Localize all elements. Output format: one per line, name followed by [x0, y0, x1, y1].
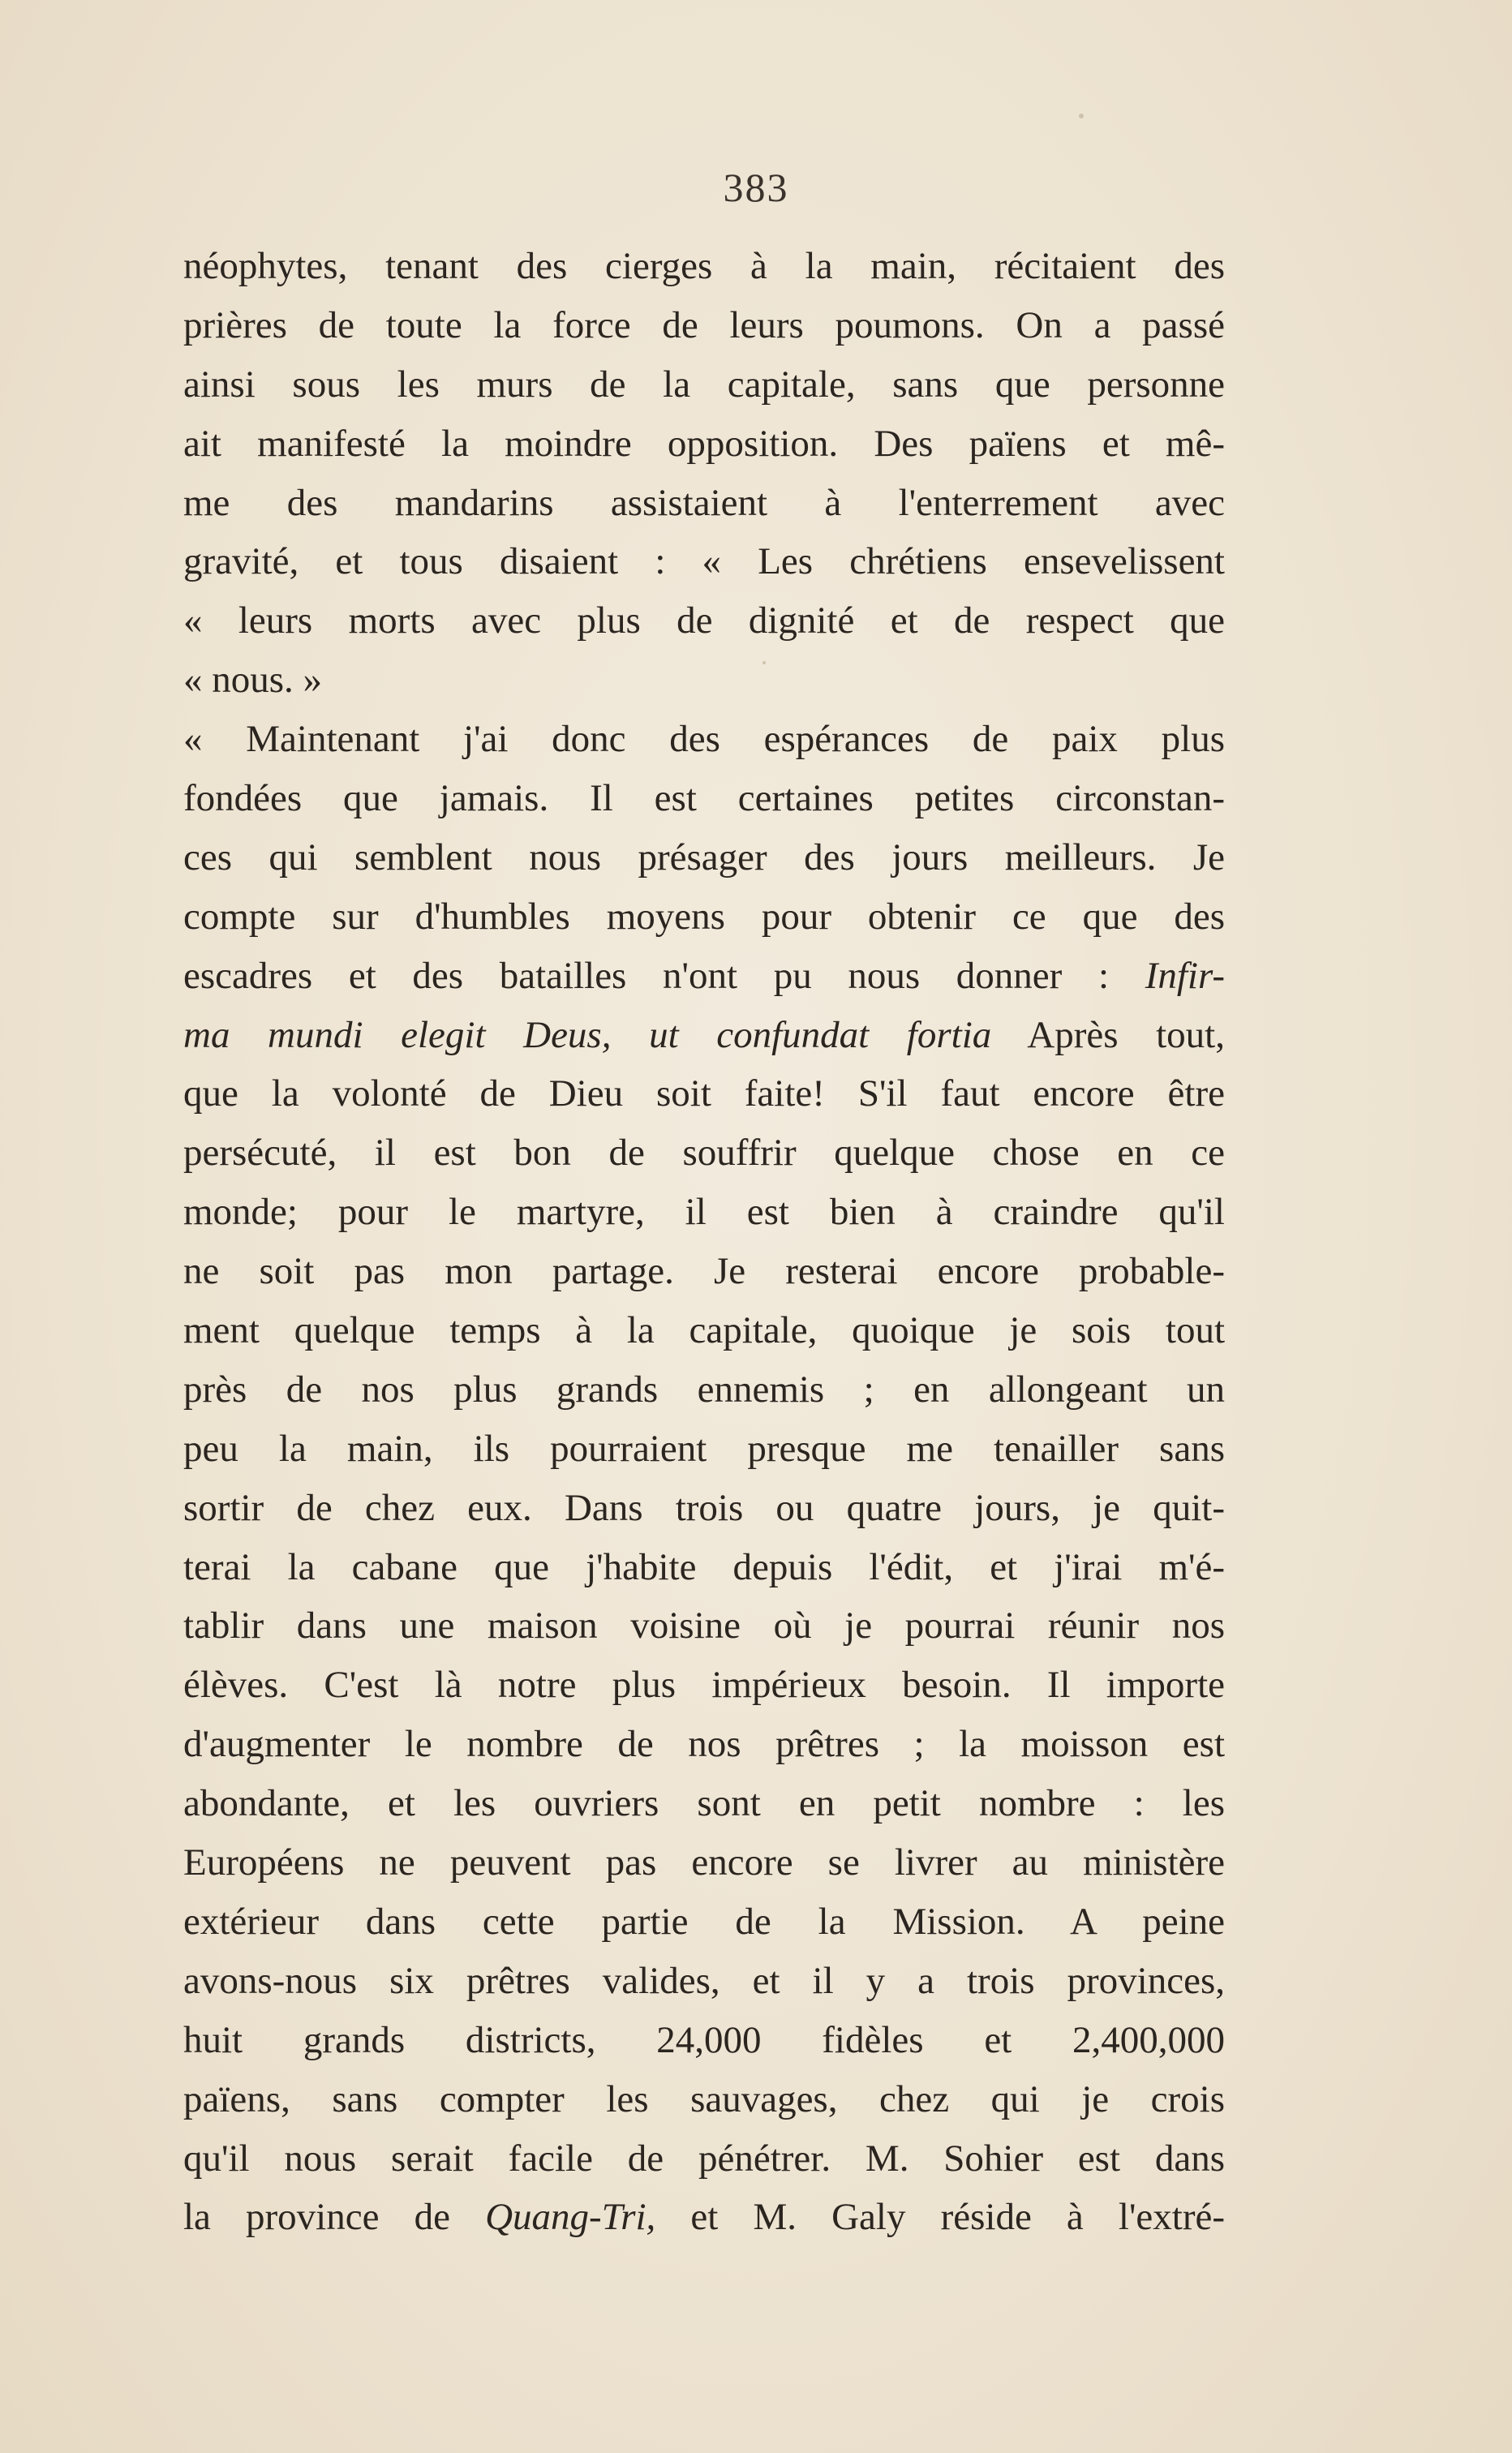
text-line: ces qui semblent nous présager des jours meilleurs. Je	[183, 836, 1225, 879]
text-line: près de nos plus grands ennemis ; en allongeant un	[183, 1368, 1225, 1411]
text-line	[183, 1006, 1225, 1065]
latin-quote: ma mundi elegit Deus, ut confundat fortia	[183, 1013, 992, 1056]
text-line: fondées que jamais. Il est certaines petites circonstan-	[183, 777, 1225, 820]
text-line: élèves. C'est là notre plus impérieux besoin. Il importe	[183, 1664, 1225, 1707]
text-line: prières de toute la force de leurs poumons. On a passé	[183, 303, 1225, 346]
line-text: la province de	[183, 2196, 450, 2239]
text-line: terai la cabane que j'habite depuis l'édit, et j'irai m'é-	[183, 1545, 1225, 1588]
text-line: « Maintenant j'ai donc des espérances de paix plus	[183, 718, 1225, 761]
text-line: païens, sans compter les sauvages, chez qui je crois	[183, 2077, 1225, 2120]
line-text: et M. Galy réside à l'extré-	[655, 2196, 1226, 2239]
text-line: extérieur dans cette partie de la Mission. A peine	[183, 1900, 1225, 1943]
text-line: sortir de chez eux. Dans trois ou quatre jours, je quit-	[183, 1486, 1225, 1529]
text-line: tablir dans une maison voisine où je pourrai réunir nos	[183, 1605, 1225, 1648]
text-line: « leurs morts avec plus de dignité et de respect que	[183, 599, 1225, 642]
text-line: peu la main, ils pourraient presque me tenailler sans	[183, 1427, 1225, 1470]
text-line: gravité, et tous disaient : « Les chrétiens ensevelissent	[183, 540, 1225, 583]
text-line: qu'il nous serait facile de pénétrer. M. Sohier est dans	[183, 2137, 1225, 2180]
text-line: Européens ne peuvent pas encore se livrer au ministère	[183, 1841, 1225, 1884]
place-name: Quang-Tri,	[485, 2196, 656, 2239]
text-line: compte sur d'humbles moyens pour obtenir ce que des	[183, 895, 1225, 938]
paper-speck	[762, 661, 766, 664]
text-line	[183, 2188, 1225, 2247]
text-line: néophytes, tenant des cierges à la main, récitaient des	[183, 245, 1225, 287]
text-line: ne soit pas mon partage. Je resterai encore probable-	[183, 1250, 1225, 1293]
text-line: me des mandarins assistaient à l'enterrement avec	[183, 481, 1225, 524]
text-line: monde; pour le martyre, il est bien à craindre qu'il	[183, 1191, 1225, 1234]
page-number: 383	[723, 165, 789, 210]
text-line: ment quelque temps à la capitale, quoique je sois tout	[183, 1309, 1225, 1352]
line-text: Après tout,	[991, 1013, 1225, 1056]
paper-speck	[1079, 114, 1084, 118]
text-line	[183, 947, 1225, 1006]
text-line: ait manifesté la moindre opposition. Des païens et mê-	[183, 422, 1225, 465]
text-line: d'augmenter le nombre de nos prêtres ; la moisson est	[183, 1723, 1225, 1766]
text-line: que la volonté de Dieu soit faite! S'il faut encore être	[183, 1072, 1225, 1115]
line-text: escadres et des batailles n'ont pu nous donner :	[183, 954, 1110, 997]
text-line: abondante, et les ouvriers sont en petit nombre : les	[183, 1782, 1225, 1825]
latin-quote: Infir-	[1145, 954, 1225, 997]
text-line: ainsi sous les murs de la capitale, sans que personne	[183, 363, 1225, 406]
text-line: avons-nous six prêtres valides, et il y a trois provinces,	[183, 1959, 1225, 2002]
text-line: persécuté, il est bon de souffrir quelque chose en ce	[183, 1132, 1225, 1175]
text-line: « nous. »	[183, 659, 323, 702]
body-text	[183, 237, 1225, 2247]
text-line: huit grands districts, 24,000 fidèles et 2,400,000	[183, 2018, 1225, 2061]
